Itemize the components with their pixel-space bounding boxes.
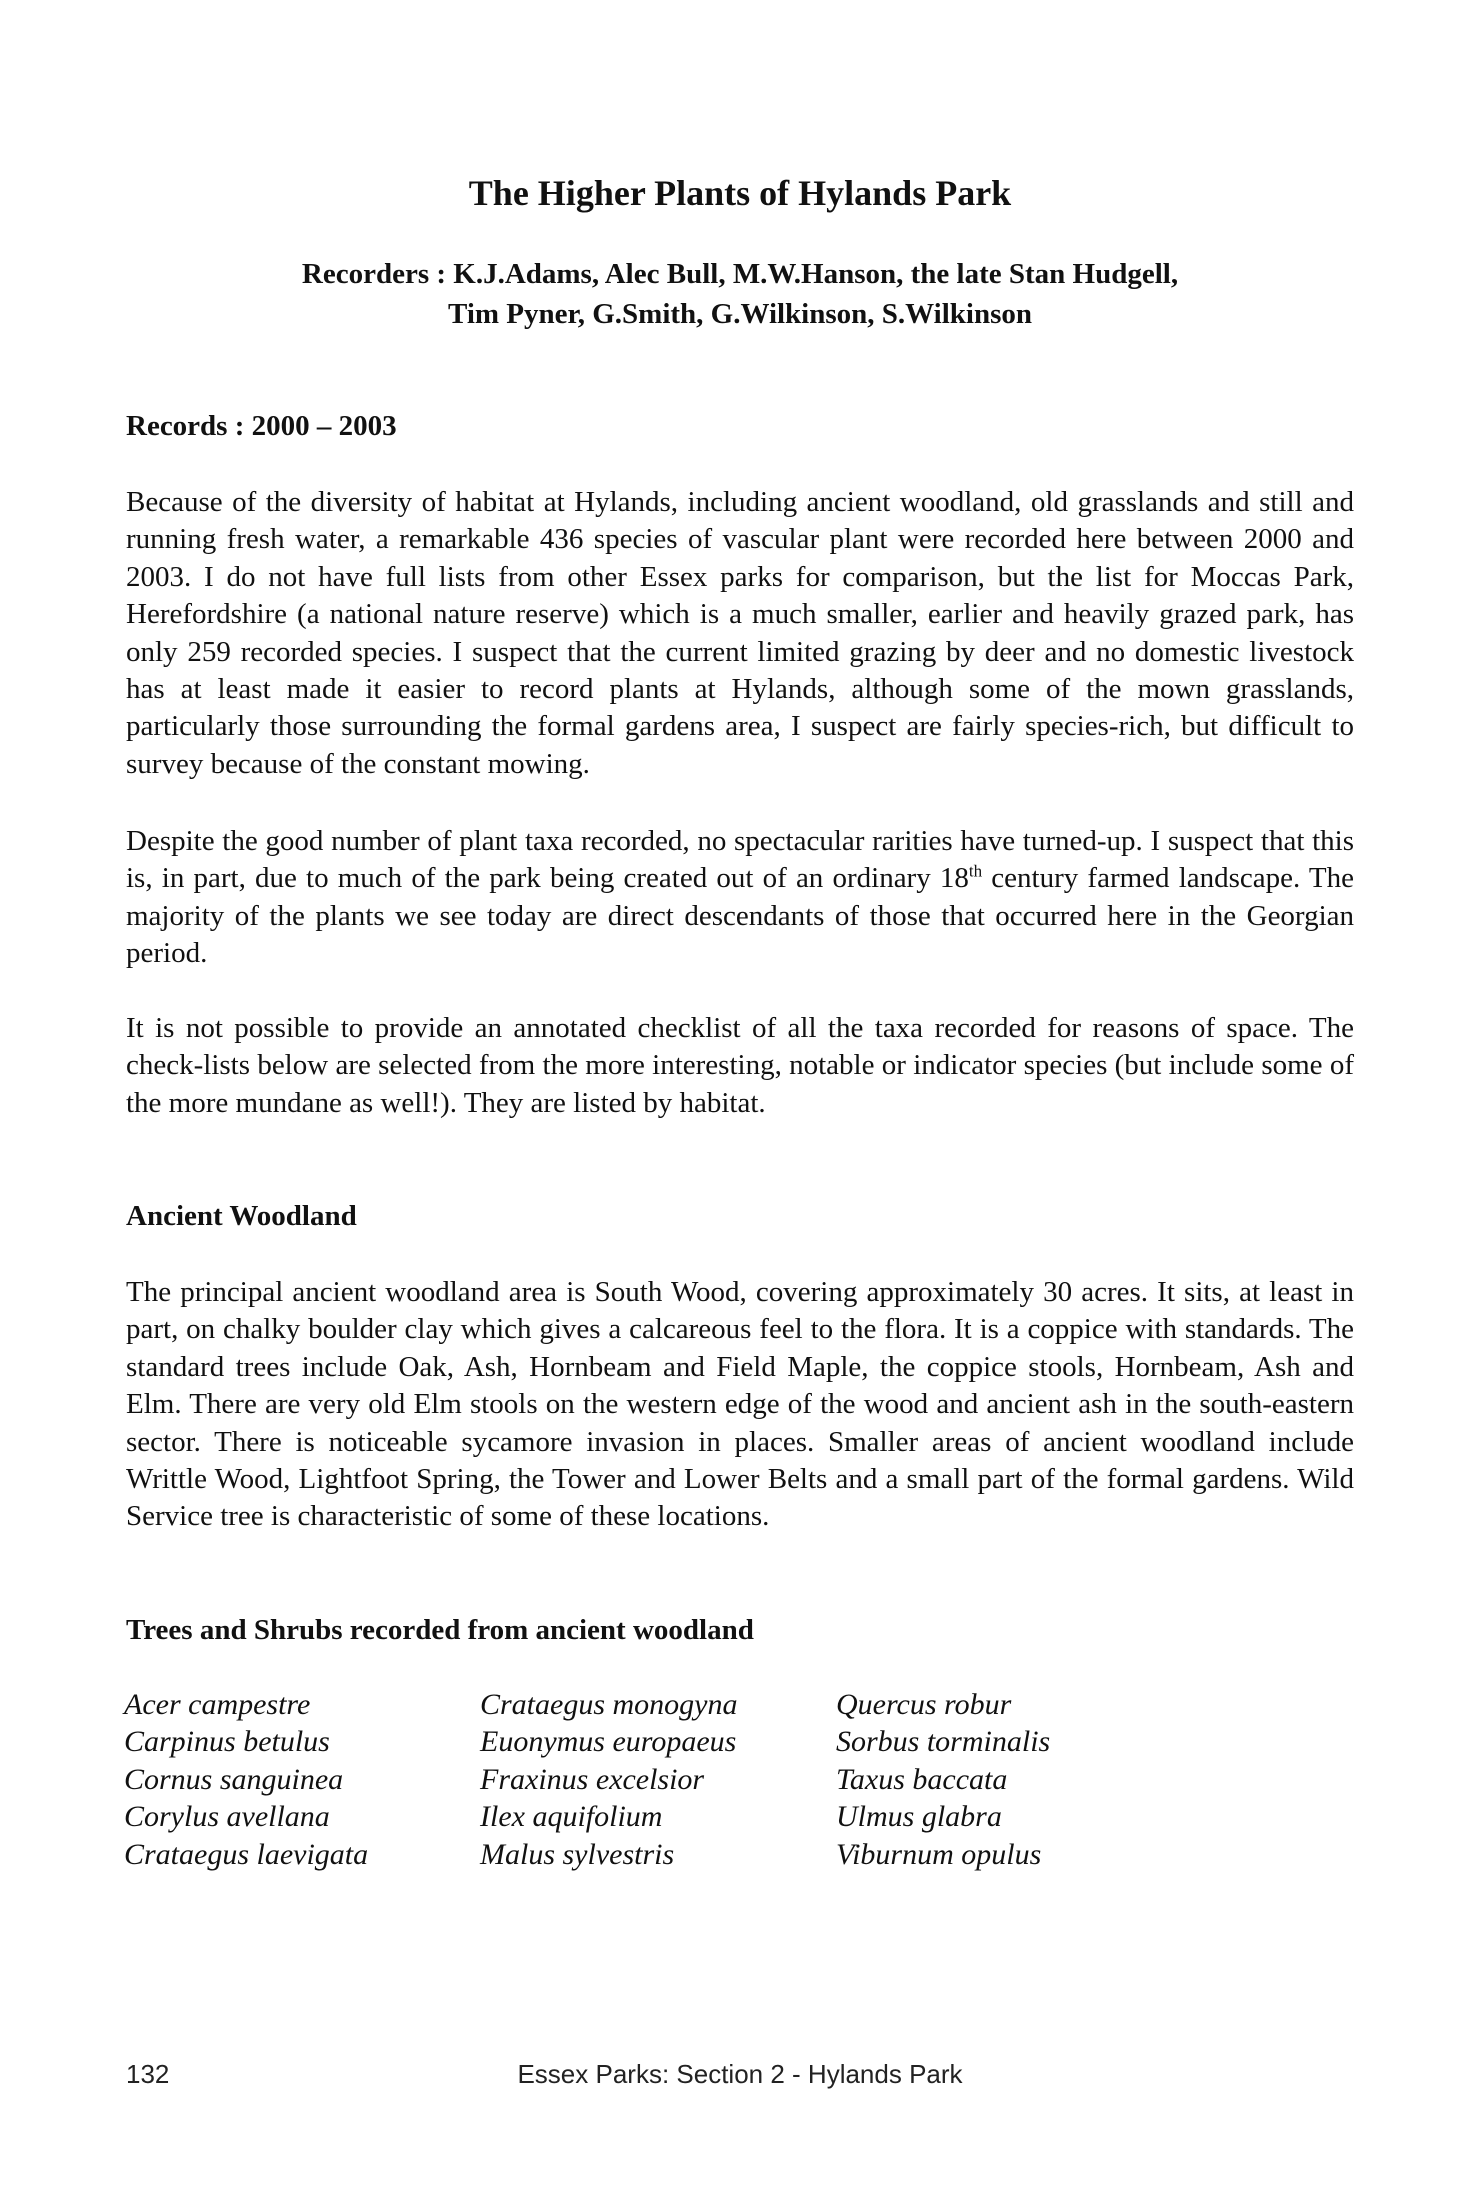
species-name: Cornus sanguinea bbox=[124, 1762, 344, 1796]
species-name: Sorbus torminalis bbox=[836, 1725, 1051, 1759]
species-name: Acer campestre bbox=[124, 1688, 311, 1721]
species-name: Ulmus glabra bbox=[836, 1800, 1002, 1834]
recorders-line-2: Tim Pyner, G.Smith, G.Wilkinson, S.Wilkinson bbox=[448, 298, 1032, 330]
species-name: Malus sylvestris bbox=[480, 1837, 675, 1871]
species-name: Viburnum opulus bbox=[836, 1837, 1042, 1871]
species-name: Taxus baccata bbox=[836, 1762, 1008, 1796]
rarities-text-start: Despite the good number of plant taxa recorded, no spectacular rarities have turned-up. I suspect that this is, in part, due to much of the park being created out of an ordinary 18 bbox=[126, 825, 1354, 895]
species-name: Carpinus betulus bbox=[124, 1725, 330, 1759]
species-name: Euonymus europaeus bbox=[480, 1725, 737, 1759]
rarities-text-end: century farmed landscape. The majority of the plants we see today are direct descendants of those that occurred here in the Georgian period. bbox=[126, 862, 1354, 970]
ancient-woodland-paragraph: The principal ancient woodland area is South Wood, covering approximately 30 acres. It sits, at least in part, on chalky boulder clay which gives a calcareous feel to the flora. It is a coppice with standards. The standard trees include Oak, Ash, Hornbeam and Field Maple, the coppice stools, Hornbeam, Ash and Elm. There are very old Elm stools on the western edge of the wood and ancient ash in the south-eastern sector. There is noticeable sycamore invasion in places. Smaller areas of ancient woodland include Writtle Wood, Lightfoot Spring, the Tower and Lower Belts and a small part of the formal gardens. Wild Service tree is characteristic of some of these locations. bbox=[126, 1276, 1354, 1533]
species-name: Corylus avellana bbox=[124, 1800, 330, 1834]
species-name: Crataegus laevigata bbox=[124, 1837, 369, 1871]
recorders-block bbox=[0, 254, 1480, 334]
species-name: Quercus robur bbox=[836, 1688, 1012, 1721]
species-name: Ilex aquifolium bbox=[480, 1800, 663, 1834]
rarities-paragraph bbox=[126, 823, 1354, 973]
ordinal-superscript: th bbox=[968, 861, 983, 881]
running-footer: Essex Parks: Section 2 - Hylands Park bbox=[517, 2059, 963, 2089]
species-column-2 bbox=[480, 1686, 738, 1873]
species-name: Crataegus monogyna bbox=[480, 1688, 738, 1721]
trees-shrubs-heading: Trees and Shrubs recorded from ancient woodland bbox=[126, 1614, 754, 1646]
recorders-line-1: Recorders : K.J.Adams, Alec Bull, M.W.Hanson, the late Stan Hudgell, bbox=[301, 258, 1179, 290]
checklist-paragraph: It is not possible to provide an annotated checklist of all the taxa recorded for reasons of space. The check-lists below are selected from the more interesting, notable or indicator species (but include some of the more mundane as well!). They are listed by habitat. bbox=[126, 1012, 1354, 1119]
species-name: Fraxinus excelsior bbox=[480, 1762, 705, 1796]
ancient-woodland-heading: Ancient Woodland bbox=[126, 1200, 357, 1232]
intro-paragraph: Because of the diversity of habitat at Hylands, including ancient woodland, old grasslands and still and running fresh water, a remarkable 436 species of vascular plant were recorded here between 2000 and 2003. I do not have full lists from other Essex parks for comparison, but the list for Moccas Park, Herefordshire (a national nature reserve) which is a much smaller, earlier and heavily grazed park, has only 259 recorded species. I suspect that the current limited grazing by deer and no domestic livestock has at least made it easier to record plants at Hylands, although some of the mown grasslands, particularly those surrounding the formal gardens area, I suspect are fairly species-rich, but difficult to survey because of the constant mowing. bbox=[126, 486, 1354, 780]
species-column-1 bbox=[124, 1686, 368, 1873]
page-title: The Higher Plants of Hylands Park bbox=[468, 173, 1012, 213]
species-column-3 bbox=[836, 1686, 1050, 1873]
page-number: 132 bbox=[126, 2059, 170, 2089]
records-period: Records : 2000 – 2003 bbox=[126, 410, 397, 442]
